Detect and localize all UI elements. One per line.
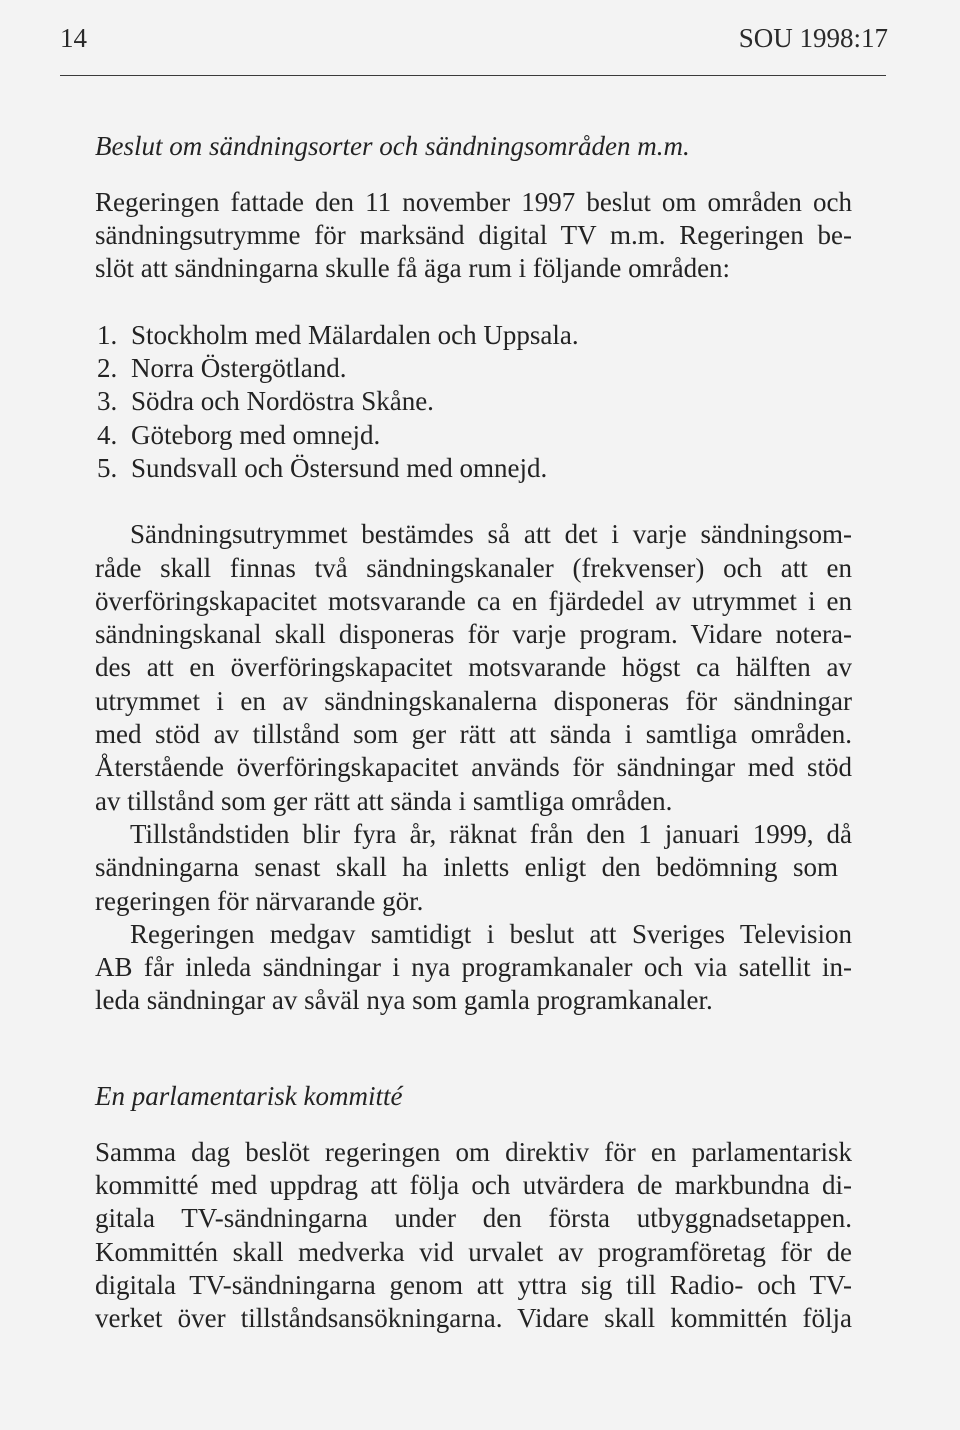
text-line: digitala TV-sändningarna genom att yttra sig till Radio- och TV-: [95, 1269, 852, 1300]
text-line: Återstående överföringskapacitet används för sändningar med stöd: [95, 752, 852, 783]
text-line: av tillstånd som ger rätt att sända i samtliga områden.: [95, 785, 673, 816]
text-line: gitala TV-sändningarna under den första utbyggnadsetappen.: [95, 1203, 852, 1234]
list-text: Sundsvall och Östersund med omnejd.: [131, 452, 548, 483]
text-line: slöt att sändningarna skulle få äga rum i följande områden:: [95, 253, 731, 284]
text-line: leda sändningar av såväl nya som gamla programkanaler.: [95, 985, 713, 1016]
header-rule: [60, 75, 886, 76]
list-item: [95, 352, 852, 385]
list-text: Södra och Nordöstra Skåne.: [131, 386, 434, 417]
text-line: sändningsutrymme för marksänd digital TV m.m. Regeringen be-: [95, 220, 852, 251]
list-text: Norra Östergötland.: [131, 353, 347, 384]
list-number: 1.: [97, 319, 118, 350]
list-item: [95, 452, 852, 485]
text-line: med stöd av tillstånd som ger rätt att sända i samtliga områden.: [95, 719, 852, 750]
list-number: 4.: [97, 419, 118, 450]
list-text: Stockholm med Mälardalen och Uppsala.: [131, 319, 579, 350]
text-line: sändningarna senast skall ha inletts enligt den bedömning som: [95, 852, 838, 883]
page-body: [95, 130, 852, 1335]
text-line: AB får inleda sändningar i nya programkanaler och via satellit in-: [95, 952, 852, 983]
list-number: 2.: [97, 353, 118, 384]
text-line: överföringskapacitet motsvarande ca en fjärdedel av utrymmet i en: [95, 585, 852, 616]
section-heading: En parlamentarisk kommitté: [95, 1080, 403, 1111]
list-item: [95, 419, 852, 452]
list-number: 3.: [97, 386, 118, 417]
area-list: [95, 319, 852, 485]
report-series: SOU 1998:17: [738, 23, 888, 53]
intro-paragraph: [95, 186, 852, 286]
list-text: Göteborg med omnejd.: [131, 419, 381, 450]
text-line: Tillståndstiden blir fyra år, räknat från den 1 januari 1999, då: [130, 818, 852, 849]
text-line: regeringen för närvarande gör.: [95, 885, 424, 916]
text-line: Sändningsutrymmet bestämdes så att det i varje sändningsom-: [130, 519, 852, 550]
paragraph: [95, 518, 852, 818]
text-line: utrymmet i en av sändningskanalerna disponeras för sändningar: [95, 685, 852, 716]
page-number: 14: [60, 23, 87, 53]
section-heading: Beslut om sändningsorter och sändningsområden m.m.: [95, 131, 690, 161]
list-item: [95, 319, 852, 352]
text-line: Samma dag beslöt regeringen om direktiv för en parlamentarisk: [95, 1136, 852, 1167]
text-line: Regeringen medgav samtidigt i beslut att Sveriges Television: [130, 918, 852, 949]
text-line: Regeringen fattade den 11 november 1997 beslut om områden och: [95, 186, 852, 217]
list-number: 5.: [97, 452, 118, 483]
paragraph: [95, 818, 852, 918]
text-line: verket över tillståndsansökningarna. Vidare skall kommittén följa: [95, 1303, 852, 1334]
text-line: des att en överföringskapacitet motsvarande högst ca hälften av: [95, 652, 852, 683]
text-line: kommitté med uppdrag att följa och utvärdera de markbundna di-: [95, 1170, 852, 1200]
list-item: [95, 385, 852, 418]
text-line: sändningskanal skall disponeras för varje program. Vidare notera-: [95, 619, 852, 650]
text-line: råde skall finnas två sändningskanaler (frekvenser) och att en: [95, 552, 852, 583]
text-line: Kommittén skall medverka vid urvalet av programföretag för de: [95, 1236, 852, 1267]
paragraph: [95, 1136, 852, 1336]
paragraph: [95, 918, 852, 1018]
